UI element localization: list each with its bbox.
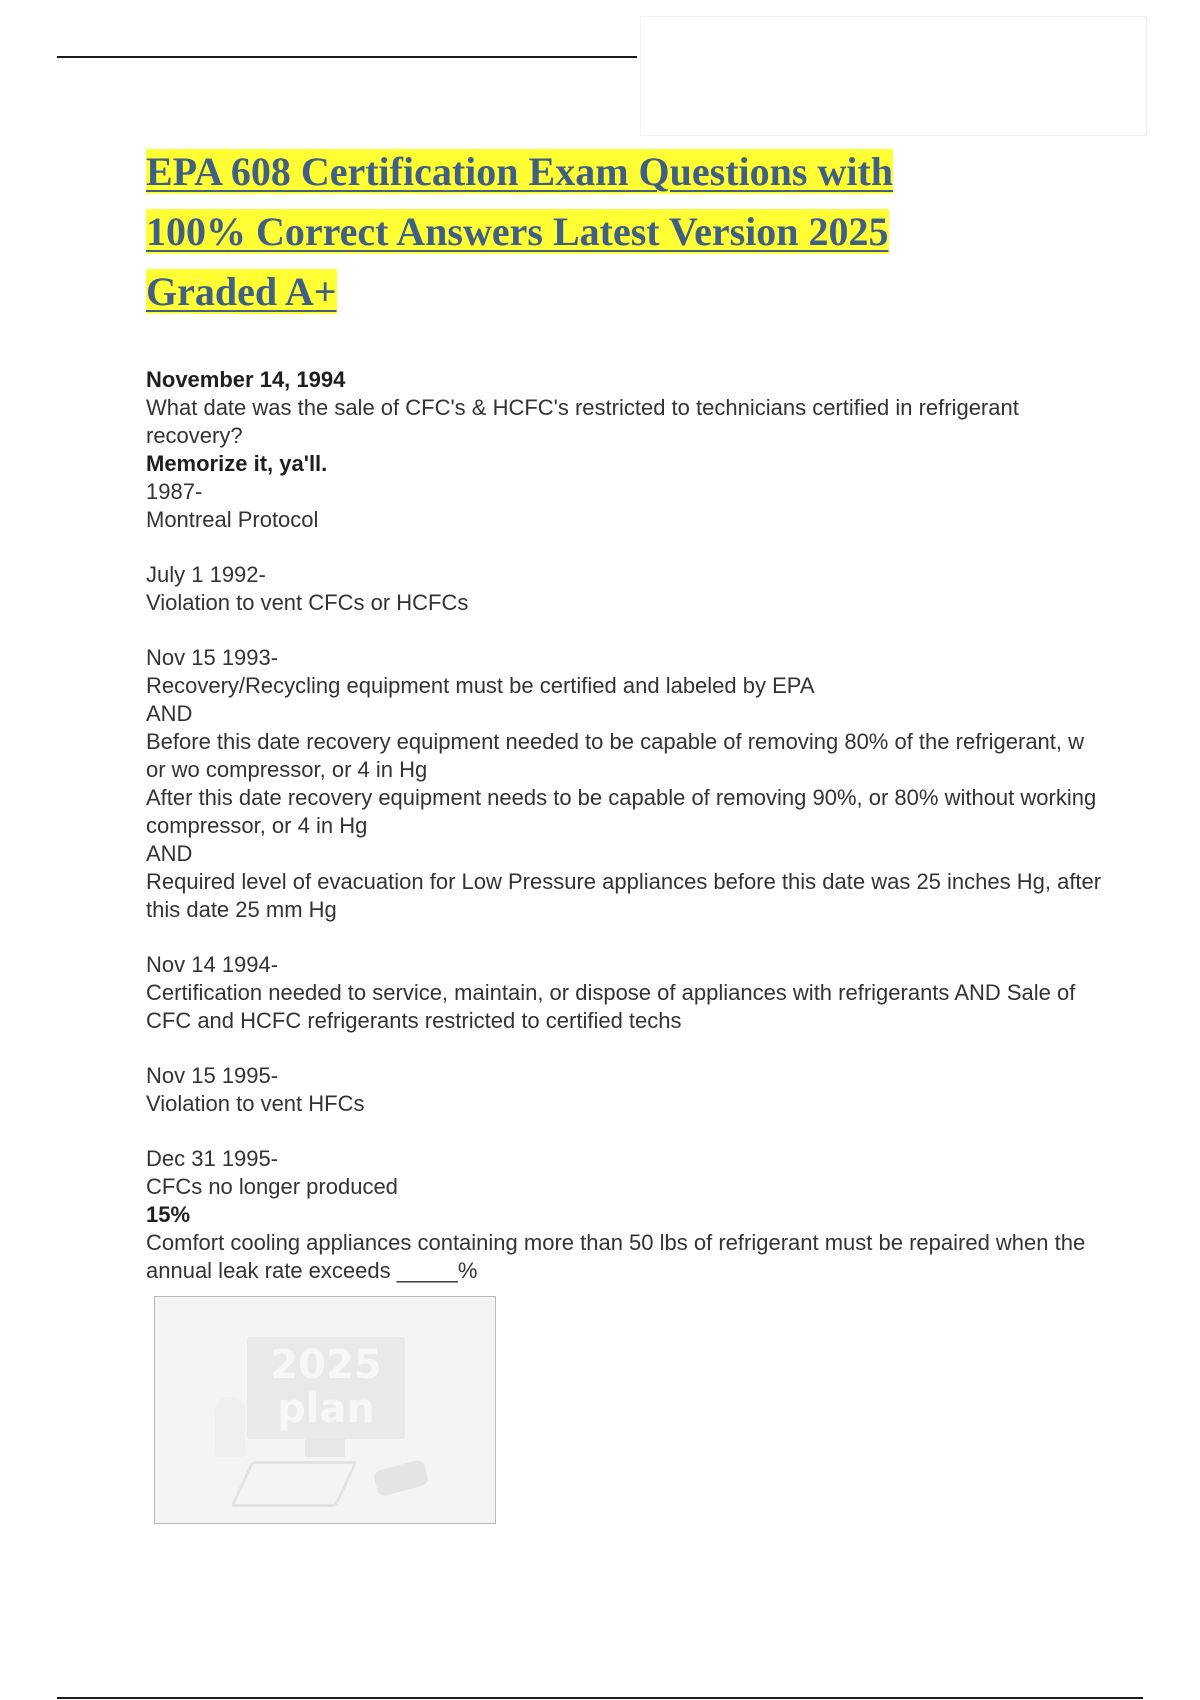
- answer-line: Memorize it, ya'll.: [146, 451, 328, 476]
- monitor-stand: [305, 1439, 345, 1457]
- paragraph-gap: [146, 1118, 1106, 1145]
- body-line: Dec 31 1995-: [146, 1146, 279, 1171]
- tablet-shape: [230, 1461, 357, 1507]
- top-rule: [57, 56, 637, 58]
- body-line: CFCs no longer produced: [146, 1174, 398, 1199]
- document-title: [146, 142, 1046, 322]
- bottom-rule: [57, 1697, 1143, 1699]
- title-line-1: EPA 608 Certification Exam Questions with: [146, 149, 894, 194]
- paragraph-gap: [146, 1035, 1106, 1062]
- paragraph-gap: [146, 617, 1106, 644]
- body-line: Violation to vent CFCs or HCFCs: [146, 590, 469, 615]
- answer-line: November 14, 1994: [146, 367, 346, 392]
- body-line: Certification needed to service, maintain, or dispose of appliances with refrigerants AND Sale of CFC and HCFC refrigerants restricted to certified techs: [146, 980, 1076, 1033]
- paragraph-gap: [146, 924, 1106, 951]
- body-line: Nov 15 1993-: [146, 645, 279, 670]
- monitor-screen: [247, 1337, 405, 1439]
- image-caption: [247, 1343, 405, 1431]
- body-line: Required level of evacuation for Low Pressure appliances before this date was 25 inches Hg, after this date 25 mm Hg: [146, 869, 1102, 922]
- plant-shape: [215, 1397, 245, 1457]
- body-line: What date was the sale of CFC's & HCFC's restricted to technicians certified in refrigerant recovery?: [146, 395, 1019, 448]
- body-line: Recovery/Recycling equipment must be certified and labeled by EPA: [146, 673, 815, 698]
- body-line: Comfort cooling appliances containing more than 50 lbs of refrigerant must be repaired when the annual leak rate exceeds _____%: [146, 1230, 1086, 1283]
- document-body: [146, 366, 1106, 1285]
- title-line-2: 100% Correct Answers Latest Version 2025: [146, 209, 889, 254]
- body-line: July 1 1992-: [146, 562, 266, 587]
- header-placeholder-box: [640, 16, 1147, 136]
- body-line: Nov 14 1994-: [146, 952, 279, 977]
- title-line-3: Graded A+: [146, 269, 337, 314]
- body-line: Before this date recovery equipment needed to be capable of removing 80% of the refrigerant, w or wo compressor, or 4 in Hg: [146, 729, 1085, 782]
- body-line: AND: [146, 701, 193, 726]
- body-line: 1987-: [146, 479, 203, 504]
- paragraph-gap: [146, 534, 1106, 561]
- body-line: AND: [146, 841, 193, 866]
- body-line: Violation to vent HFCs: [146, 1091, 365, 1116]
- answer-line: 15%: [146, 1202, 191, 1227]
- plan-2025-image: [154, 1296, 496, 1524]
- body-line: After this date recovery equipment needs to be capable of removing 90%, or 80% without working compressor, or 4 in Hg: [146, 785, 1097, 838]
- body-line: Montreal Protocol: [146, 507, 319, 532]
- body-line: Nov 15 1995-: [146, 1063, 279, 1088]
- image-plan-text: plan: [277, 1386, 375, 1432]
- image-year-text: 2025: [270, 1342, 382, 1388]
- phone-shape: [373, 1459, 430, 1498]
